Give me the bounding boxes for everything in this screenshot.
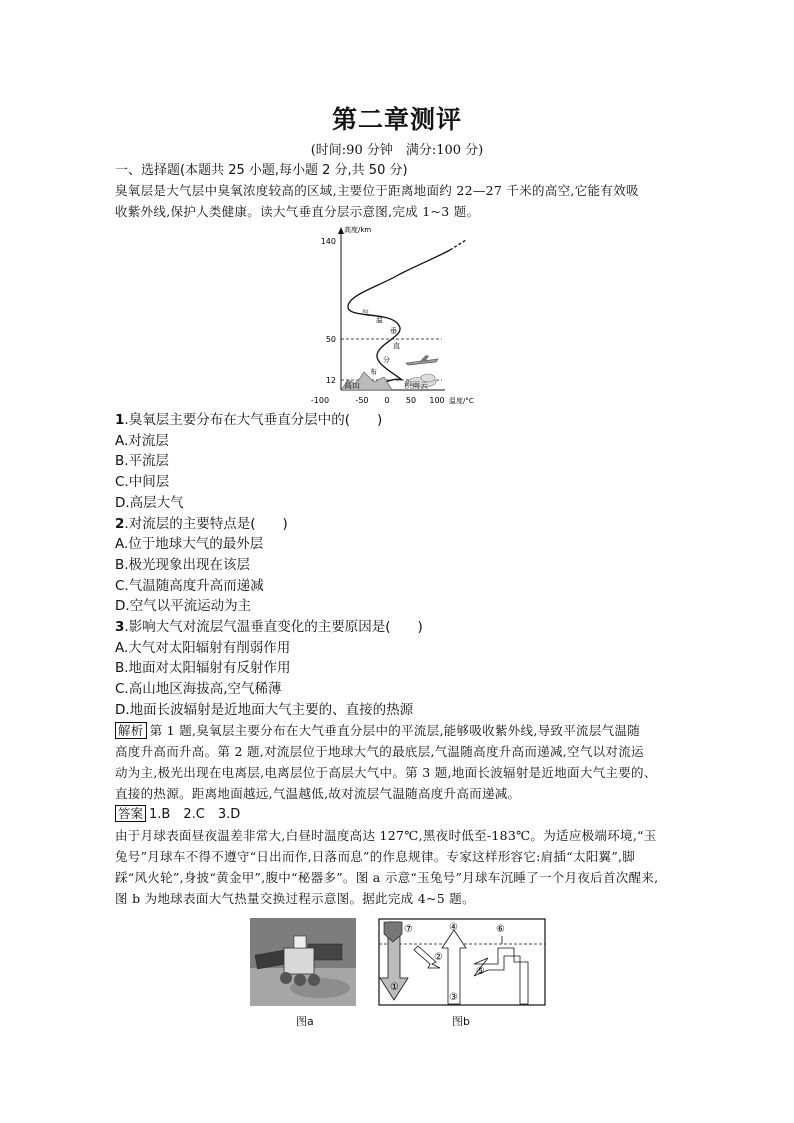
temperature-curve — [348, 250, 450, 390]
label-5: ⑤ — [476, 966, 485, 977]
atmosphere-vertical-chart — [300, 222, 480, 410]
option: A.对流层 — [115, 432, 169, 449]
answer-block — [115, 804, 680, 825]
intro-passage-1 — [115, 180, 680, 222]
mountain-label: 高山 — [344, 381, 360, 390]
intro-line: 收紫外线,保护人类健康。读大气垂直分层示意图,完成 1~3 题。 — [115, 204, 480, 219]
question-item — [115, 410, 680, 514]
intro-line: 图 b 为地球表面大气热量交换过程示意图。据此完成 4~5 题。 — [115, 891, 475, 906]
cloud-label: 积雨云 — [404, 381, 428, 390]
question-number: 2 — [115, 515, 125, 532]
figure-b-caption: 图b — [452, 1015, 470, 1028]
analysis-line: 动为主,极光出现在电离层,电离层位于高层大气中。第 3 题,地面长波辐射是近地面大气主要的、 — [115, 765, 657, 780]
option: C.高山地区海拔高,空气稀薄 — [115, 681, 282, 698]
option: B.平流层 — [115, 453, 170, 470]
y-axis-label: 高度/km — [344, 226, 372, 234]
question-stem — [115, 410, 680, 431]
y-tick-12: 12 — [325, 376, 336, 385]
intro-line: 兔号”月球车不得不遵守“日出而作,日落而息”的作息规律。专家这样形容它:肩插“太阳翼”,脚 — [115, 849, 636, 864]
question-item — [115, 514, 680, 618]
analysis-text: 第 1 题,臭氧层主要分布在大气垂直分层中的平流层,能够吸收紫外线,导致平流层气温随 — [149, 723, 641, 738]
heat-exchange-diagram — [378, 918, 546, 1006]
intro-line: 臭氧层是大气层中臭氧浓度较高的区域,主要位于距离地面约 22—27 千米的高空,它能有效吸 — [115, 183, 639, 198]
option: D.地面长波辐射是近地面大气主要的、直接的热源 — [115, 701, 414, 718]
question-text: .臭氧层主要分布在大气垂直分层中的( ) — [124, 412, 383, 428]
answer-label: 答案 — [115, 805, 146, 822]
x-tick: 100 — [429, 396, 445, 405]
x-tick: -100 — [310, 396, 330, 405]
question-number: 1 — [115, 412, 125, 428]
y-tick-50: 50 — [325, 335, 336, 344]
option: C.气温随高度升高而递减 — [115, 577, 264, 594]
curve-label-char: 温 — [376, 316, 383, 324]
question-item — [115, 617, 680, 721]
label-7: ⑦ — [404, 924, 413, 935]
question-group-1-3 — [115, 410, 680, 721]
x-tick: 50 — [405, 396, 417, 405]
page-title: 第二章测评 — [331, 105, 462, 134]
temperature-curve-dashed — [450, 240, 466, 250]
curve-label-char: 布 — [370, 368, 377, 376]
curve-label-char: 分 — [383, 356, 390, 364]
question-text: .对流层的主要特点是( ) — [124, 515, 288, 532]
figure-a-caption: 图a — [296, 1015, 314, 1028]
x-axis-label: 温度/°C — [449, 397, 474, 405]
intro-passage-2 — [115, 825, 680, 909]
intro-line: 踩“风火轮”,身披“黄金甲”,腹中“秘器多”。图 a 示意“玉兔号”月球车沉睡了一个月夜后首次醒来, — [115, 870, 659, 885]
lunar-rover-photo — [250, 918, 356, 1006]
option: B.地面对太阳辐射有反射作用 — [115, 660, 291, 677]
label-1: ① — [390, 982, 399, 993]
curve-label-char: 气 — [362, 309, 369, 317]
option: C.中间层 — [115, 474, 170, 491]
curve-label-char: 垂 — [390, 327, 397, 335]
option: D.空气以平流运动为主 — [115, 598, 252, 615]
analysis-block — [115, 720, 680, 804]
label-6: ⑥ — [496, 924, 505, 935]
curve-label-char: 直 — [393, 342, 400, 350]
question-stem — [115, 514, 680, 535]
question-number: 3 — [115, 619, 125, 636]
page-subtitle: (时间:90 分钟 满分:100 分) — [310, 143, 484, 158]
analysis-line: 高度升高而升高。第 2 题,对流层位于地球大气的最底层,气温随高度升高而递减,空气以对流运 — [115, 744, 644, 759]
analysis-line: 直接的热源。距离地面越远,气温越低,故对流层气温随高度升高而递减。 — [115, 786, 521, 801]
airplane-icon — [406, 355, 438, 365]
question-text: .影响大气对流层气温垂直变化的主要原因是( ) — [124, 619, 423, 636]
section-heading: 一、选择题(本题共 25 小题,每小题 2 分,共 50 分) — [115, 163, 408, 178]
option: D.高层大气 — [115, 494, 184, 511]
label-3: ③ — [449, 992, 458, 1003]
x-tick: -50 — [355, 396, 369, 405]
label-2: ② — [434, 952, 443, 963]
label-4: ④ — [449, 922, 458, 933]
analysis-label: 解析 — [115, 722, 147, 739]
answer-text: 1.B 2.C 3.D — [149, 807, 241, 822]
option: B.极光现象出现在该层 — [115, 556, 251, 573]
analysis-line — [115, 720, 680, 741]
y-tick-140: 140 — [320, 237, 336, 246]
x-tick: 0 — [384, 396, 390, 405]
question-stem — [115, 617, 680, 638]
intro-line: 由于月球表面昼夜温差非常大,白昼时温度高达 127℃,黑夜时低至-183℃。为适应极端环境,“玉 — [115, 828, 657, 843]
option: A.位于地球大气的最外层 — [115, 536, 264, 553]
option: A.大气对太阳辐射有削弱作用 — [115, 639, 291, 656]
